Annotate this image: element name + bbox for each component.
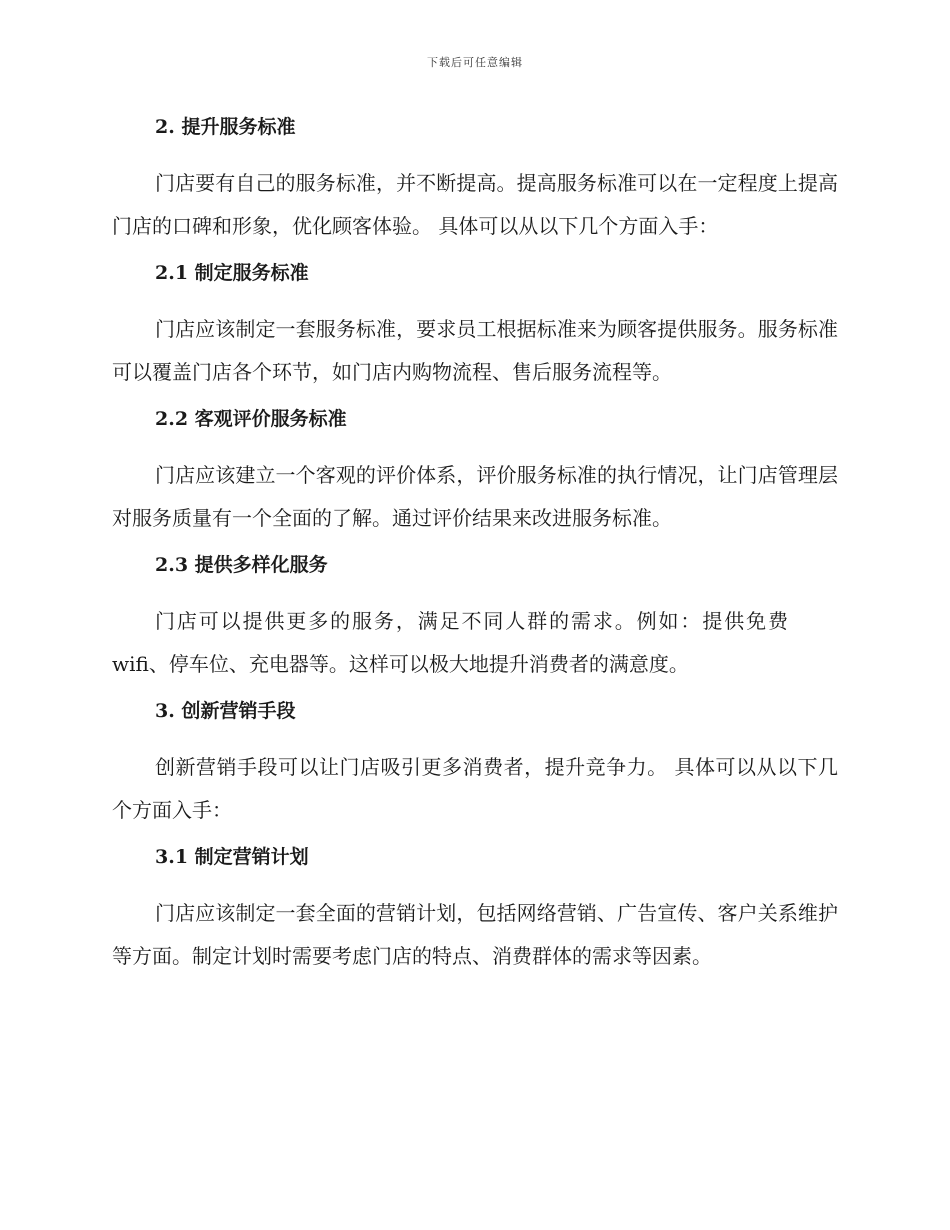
document-body bbox=[112, 110, 838, 978]
section-heading-3-1: 3.1 制定营销计划 bbox=[155, 846, 309, 868]
section-heading-2-3: 2.3 提供多样化服务 bbox=[155, 554, 328, 576]
section-heading-2: 2. 提升服务标准 bbox=[155, 116, 296, 138]
section-paragraph: 门店要有自己的服务标准，并不断提高。提高服务标准可以在一定程度上提高门店的口碑和形象，优化顾客体验。 具体可以从以下几个方面入手： bbox=[112, 171, 838, 238]
section-paragraph: 门店应该制定一套全面的营销计划，包括网络营销、广告宣传、客户关系维护等方面。制定计划时需要考虑门店的特点、消费群体的需求等因素。 bbox=[112, 901, 838, 968]
section-heading-2-2: 2.2 客观评价服务标准 bbox=[155, 408, 347, 430]
section-paragraph: 门店应该制定一套服务标准，要求员工根据标准来为顾客提供服务。服务标准可以覆盖门店各个环节，如门店内购物流程、售后服务流程等。 bbox=[112, 317, 838, 384]
section-paragraph: 门店应该建立一个客观的评价体系，评价服务标准的执行情况，让门店管理层对服务质量有一个全面的了解。通过评价结果来改进服务标准。 bbox=[112, 463, 838, 530]
section-heading-3: 3. 创新营销手段 bbox=[155, 700, 296, 722]
header-note: 下载后可任意编辑 bbox=[427, 56, 523, 69]
section-heading-2-1: 2.1 制定服务标准 bbox=[155, 262, 309, 284]
section-paragraph: 创新营销手段可以让门店吸引更多消费者，提升竞争力。 具体可以从以下几个方面入手： bbox=[112, 755, 838, 822]
section-paragraph: 门店可以提供更多的服务，满足不同人群的需求。例如：提供免费wifi、停车位、充电器等。这样可以极大地提升消费者的满意度。 bbox=[112, 609, 788, 676]
